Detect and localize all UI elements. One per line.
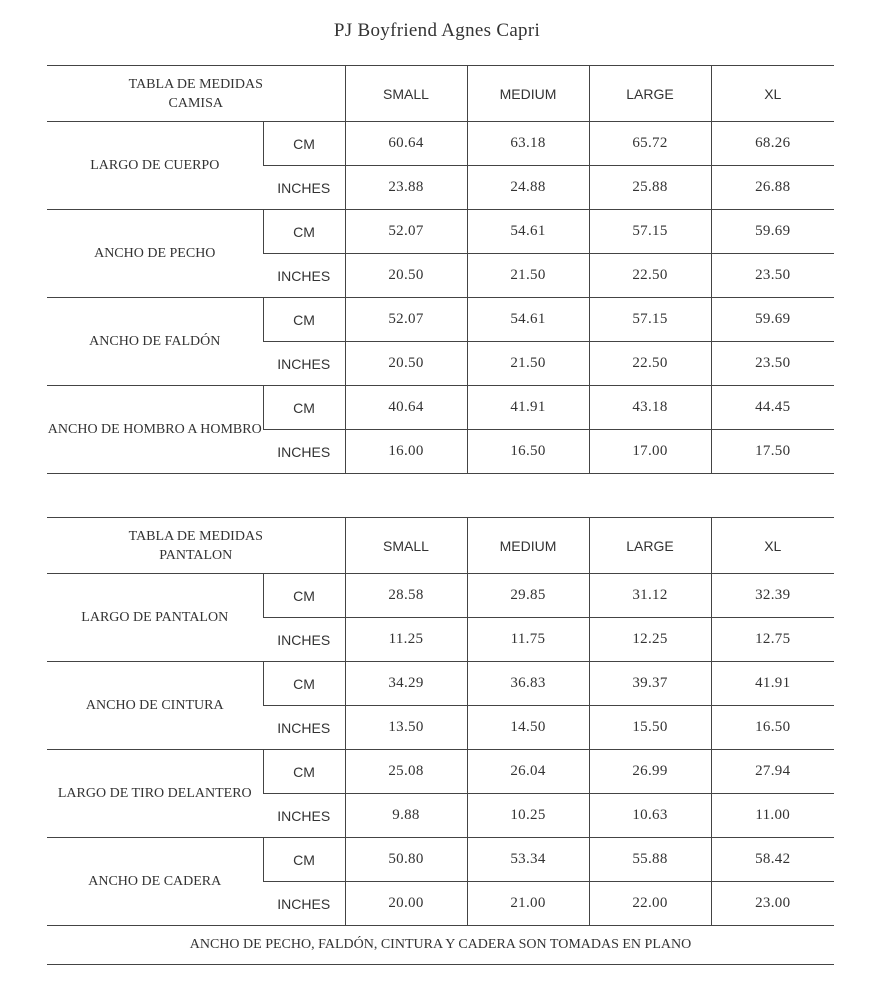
measure-name: LARGO DE PANTALON (47, 574, 263, 662)
value-cell: 10.25 (467, 794, 589, 838)
value-cell: 14.50 (467, 706, 589, 750)
table-header-row (47, 518, 834, 574)
value-cell: 12.75 (711, 618, 834, 662)
value-cell: 20.50 (345, 254, 467, 298)
value-cell: 17.50 (711, 430, 834, 474)
unit-label-inches: INCHES (263, 618, 345, 662)
measure-name: ANCHO DE FALDÓN (47, 298, 263, 386)
value-cell: 29.85 (467, 574, 589, 618)
value-cell: 59.69 (711, 210, 834, 254)
unit-label-cm: CM (263, 750, 345, 794)
measure-name: ANCHO DE CADERA (47, 838, 263, 926)
value-cell: 54.61 (467, 210, 589, 254)
value-cell: 11.00 (711, 794, 834, 838)
unit-label-cm: CM (263, 838, 345, 882)
value-cell: 11.25 (345, 618, 467, 662)
size-header-medium: MEDIUM (467, 518, 589, 574)
value-cell: 21.50 (467, 254, 589, 298)
value-cell: 40.64 (345, 386, 467, 430)
size-header-large: LARGE (589, 518, 711, 574)
table-row (47, 750, 834, 794)
value-cell: 52.07 (345, 298, 467, 342)
value-cell: 58.42 (711, 838, 834, 882)
table-row (47, 210, 834, 254)
table-row (47, 386, 834, 430)
unit-label-inches: INCHES (263, 882, 345, 926)
value-cell: 52.07 (345, 210, 467, 254)
value-cell: 26.04 (467, 750, 589, 794)
value-cell: 63.18 (467, 122, 589, 166)
value-cell: 32.39 (711, 574, 834, 618)
value-cell: 41.91 (467, 386, 589, 430)
value-cell: 20.50 (345, 342, 467, 386)
value-cell: 26.88 (711, 166, 834, 210)
value-cell: 57.15 (589, 210, 711, 254)
measure-name: ANCHO DE PECHO (47, 210, 263, 298)
page-title: PJ Boyfriend Agnes Capri (333, 20, 541, 41)
table-row (47, 574, 834, 618)
table-row (47, 122, 834, 166)
unit-label-inches: INCHES (263, 342, 345, 386)
footnote: ANCHO DE PECHO, FALDÓN, CINTURA Y CADERA SON TOMADAS EN PLANO (47, 925, 834, 965)
table-label-line2: CAMISA (168, 95, 223, 111)
value-cell: 12.25 (589, 618, 711, 662)
unit-label-inches: INCHES (263, 430, 345, 474)
value-cell: 25.08 (345, 750, 467, 794)
value-cell: 43.18 (589, 386, 711, 430)
value-cell: 23.50 (711, 254, 834, 298)
pants-size-table (47, 517, 834, 926)
value-cell: 41.91 (711, 662, 834, 706)
pants-table-label (47, 518, 345, 574)
value-cell: 59.69 (711, 298, 834, 342)
value-cell: 50.80 (345, 838, 467, 882)
value-cell: 22.50 (589, 342, 711, 386)
value-cell: 15.50 (589, 706, 711, 750)
size-header-xl: XL (711, 66, 834, 122)
value-cell: 27.94 (711, 750, 834, 794)
unit-label-cm: CM (263, 298, 345, 342)
table-label-line1: TABLA DE MEDIDAS (128, 76, 263, 92)
value-cell: 54.61 (467, 298, 589, 342)
measure-name: ANCHO DE CINTURA (47, 662, 263, 750)
value-cell: 23.50 (711, 342, 834, 386)
value-cell: 25.88 (589, 166, 711, 210)
value-cell: 28.58 (345, 574, 467, 618)
value-cell: 22.00 (589, 882, 711, 926)
unit-label-inches: INCHES (263, 794, 345, 838)
value-cell: 16.50 (467, 430, 589, 474)
value-cell: 23.88 (345, 166, 467, 210)
size-header-medium: MEDIUM (467, 66, 589, 122)
table-header-row (47, 66, 834, 122)
value-cell: 26.99 (589, 750, 711, 794)
value-cell: 9.88 (345, 794, 467, 838)
value-cell: 39.37 (589, 662, 711, 706)
value-cell: 10.63 (589, 794, 711, 838)
table-label-line2: PANTALON (159, 547, 233, 563)
value-cell: 53.34 (467, 838, 589, 882)
value-cell: 24.88 (467, 166, 589, 210)
table-label-line1: TABLA DE MEDIDAS (128, 528, 263, 544)
table-row (47, 838, 834, 882)
measure-name: LARGO DE TIRO DELANTERO (47, 750, 263, 838)
size-header-xl: XL (711, 518, 834, 574)
value-cell: 16.00 (345, 430, 467, 474)
table-row (47, 298, 834, 342)
shirt-table-label (47, 66, 345, 122)
unit-label-inches: INCHES (263, 166, 345, 210)
value-cell: 60.64 (345, 122, 467, 166)
size-header-small: SMALL (345, 518, 467, 574)
unit-label-cm: CM (263, 662, 345, 706)
table-row (47, 662, 834, 706)
shirt-size-table (47, 65, 834, 474)
unit-label-cm: CM (263, 210, 345, 254)
value-cell: 57.15 (589, 298, 711, 342)
value-cell: 68.26 (711, 122, 834, 166)
measure-name: ANCHO DE HOMBRO A HOMBRO (47, 386, 263, 474)
unit-label-cm: CM (263, 574, 345, 618)
value-cell: 55.88 (589, 838, 711, 882)
unit-label-cm: CM (263, 386, 345, 430)
value-cell: 21.00 (467, 882, 589, 926)
value-cell: 44.45 (711, 386, 834, 430)
value-cell: 20.00 (345, 882, 467, 926)
unit-label-inches: INCHES (263, 254, 345, 298)
value-cell: 22.50 (589, 254, 711, 298)
unit-label-cm: CM (263, 122, 345, 166)
value-cell: 34.29 (345, 662, 467, 706)
value-cell: 23.00 (711, 882, 834, 926)
value-cell: 31.12 (589, 574, 711, 618)
value-cell: 36.83 (467, 662, 589, 706)
value-cell: 13.50 (345, 706, 467, 750)
measure-name: LARGO DE CUERPO (47, 122, 263, 210)
value-cell: 11.75 (467, 618, 589, 662)
value-cell: 21.50 (467, 342, 589, 386)
value-cell: 17.00 (589, 430, 711, 474)
size-header-large: LARGE (589, 66, 711, 122)
size-header-small: SMALL (345, 66, 467, 122)
value-cell: 16.50 (711, 706, 834, 750)
value-cell: 65.72 (589, 122, 711, 166)
unit-label-inches: INCHES (263, 706, 345, 750)
